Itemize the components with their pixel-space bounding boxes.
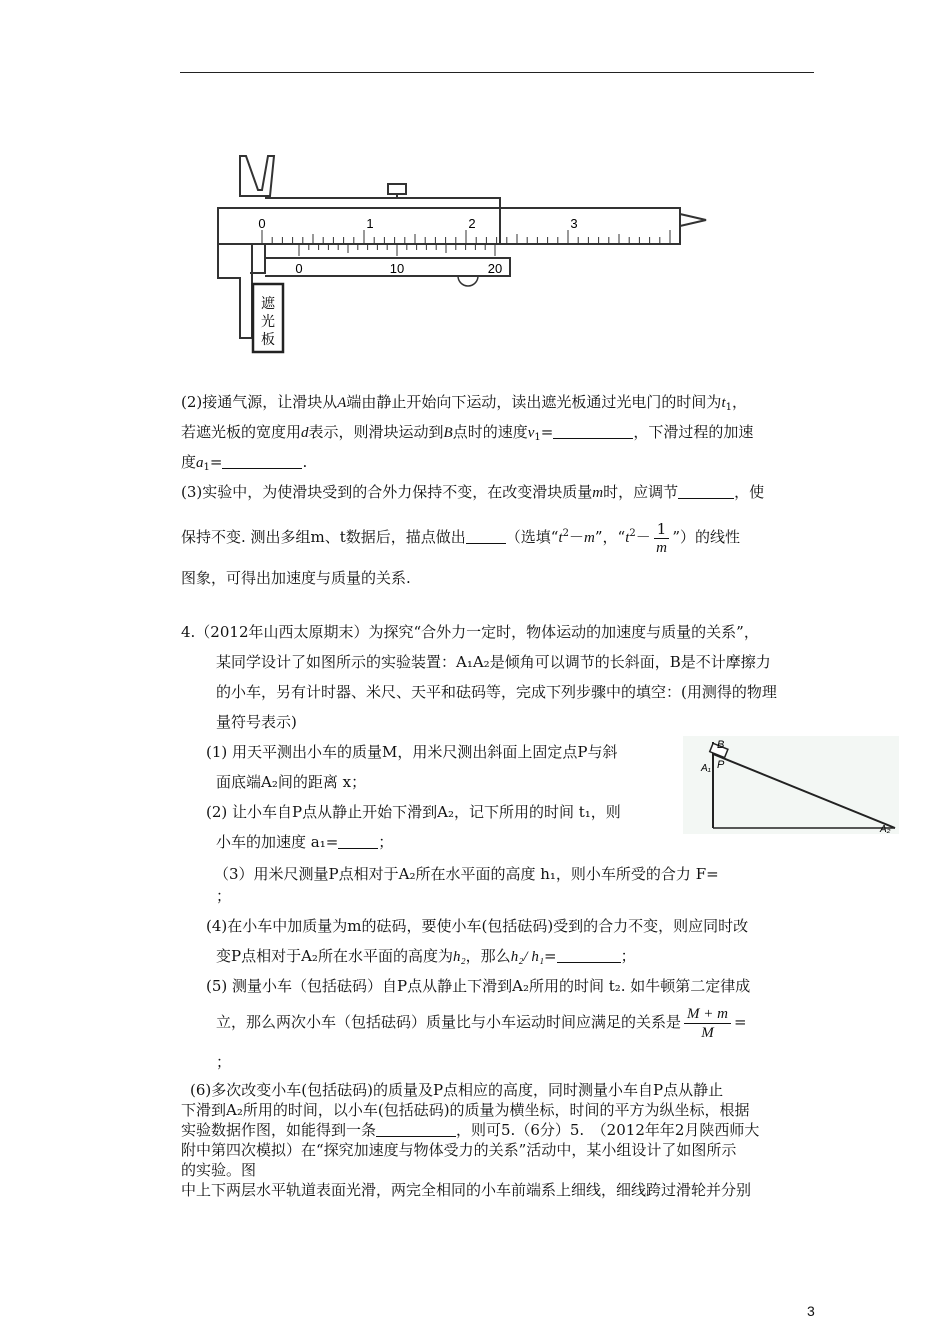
q4-intro-line4: 量符号表示) [216,713,297,731]
q4-step6-line4: 附中第四次模拟）在“探究加速度与物体受力的关系”活动中，某小组设计了如图所示 [181,1141,737,1159]
label-A2: A₂ [880,824,891,834]
q4-step6-line1: (6)多次改变小车(包括砝码)的质量及P点相应的高度，同时测量小车自P点从静止 [190,1081,724,1099]
q4-step1-line2: 面底端A₂间的距离 x； [216,773,367,791]
answer-blank[interactable] [376,1122,456,1137]
answer-blank[interactable] [557,948,621,963]
q4-step5-line2: 立，那么两次小车（包括砝码）质量比与小车运动时间应满足的关系是 $\frac{M + m}{M}$ = [216,1005,747,1041]
q4-intro-line1: 4.（2012年山西太原期末）为探究“合外力一定时，物体运动的加速度与质量的关系”， [181,623,759,641]
q4-step5-line3: ； [216,1053,232,1071]
vernier-label: 20 [487,261,503,276]
q3-p3-line2: 保持不变. 测出多组m、t数据后，描点做出 （选填“$t^2-m$”，“$t^2-$ $\frac{1}{m}$ ”）的线性 [181,519,740,556]
main-scale-label: 0 [258,216,266,231]
label-P: P [717,759,725,771]
answer-blank[interactable] [466,529,506,544]
q4-step1-line1: (1) 用天平测出小车的质量M，用米尺测出斜面上固定点P与斜 [206,743,618,761]
answer-blank[interactable] [553,424,633,439]
label-B: B [717,739,725,751]
fraction-mass-ratio: $\frac{M + m}{M}$ [684,1005,731,1042]
q3-p3-line1: (3)实验中，为使滑块受到的合外力保持不变，在改变滑块质量m时，应调节 ，使 [181,483,765,501]
label-A1: A₁ [701,763,711,774]
q4-step6-line6: 中上下两层水平轨道表面光滑，两完全相同的小车前端系上细线，细线跨过滑轮并分别 [181,1181,752,1199]
q3-p2-line1: (2)接通气源，让滑块从A端由静止开始向下运动，读出遮光板通过光电门的时间为$t_1$， [181,393,747,413]
main-scale-label: 3 [570,216,578,231]
q4-step5-line1: (5) 测量小车（包括砝码）自P点从静止下滑到A₂所用的时间 t₂. 如牛顿第二定律成 [206,977,751,995]
vernier-caliper-figure [210,148,720,373]
incline-figure [683,736,899,834]
q3-p3-line3: 图象，可得出加速度与质量的关系. [181,569,411,587]
answer-blank[interactable] [678,484,734,499]
q4-step6-line5: 的实验。图 [181,1161,257,1179]
q4-step6-line3: 实验数据作图，如能得到一条 ，则可5.（6分）5. （2012年年2月陕西师大 [181,1121,760,1139]
q4-step3-line1: （3）用米尺测量P点相对于A₂所在水平面的高度 h₁，则小车所受的合力 F= [214,865,719,883]
answer-blank[interactable] [222,454,302,469]
q4-step3-line2: ； [216,887,232,905]
plate-char: 光 [261,313,275,329]
q4-step2-line2: 小车的加速度 a₁= ； [216,833,394,851]
answer-blank[interactable] [338,834,378,849]
q4-step4-line2: 变P点相对于A₂所在水平面的高度为h₂，那么h₂/ h₁= ； [216,947,636,965]
q4-step2-line1: (2) 让小车自P点从静止开始下滑到A₂，记下所用的时间 t₁，则 [206,803,621,821]
main-scale-label: 2 [468,216,476,231]
q4-step4-line1: (4)在小车中加质量为m的砝码，要使小车(包括砝码)受到的合力不变，则应同时改 [206,917,749,935]
main-scale-label: 1 [366,216,374,231]
plate-char: 遮 [261,295,275,311]
q4-intro-line3: 的小车，另有计时器、米尺、天平和砝码等，完成下列步骤中的填空：(用测得的物理 [216,683,777,701]
header-rule [180,72,814,73]
page-number: 3 [807,1303,815,1319]
q3-p2-line3: 度$a_1=$ . [181,453,308,473]
q4-intro-line2: 某同学设计了如图所示的实验装置：A₁A₂是倾角可以调节的长斜面，B是不计摩擦力 [216,653,771,671]
vernier-scale-ticks [299,244,495,256]
q3-p2-line2: 若遮光板的宽度用d表示，则滑块运动到B点时的速度$v_1=$ ，下滑过程的加速 [181,423,754,443]
fraction-one-over-m: $\frac{1}{m}$ [654,520,670,557]
plate-char: 板 [261,331,275,347]
vernier-label: 0 [295,261,303,276]
q4-step6-line2: 下滑到A₂所用的时间，以小车(包括砝码)的质量为横坐标，时间的平方为纵坐标，根据 [181,1101,750,1119]
vernier-label: 10 [389,261,405,276]
